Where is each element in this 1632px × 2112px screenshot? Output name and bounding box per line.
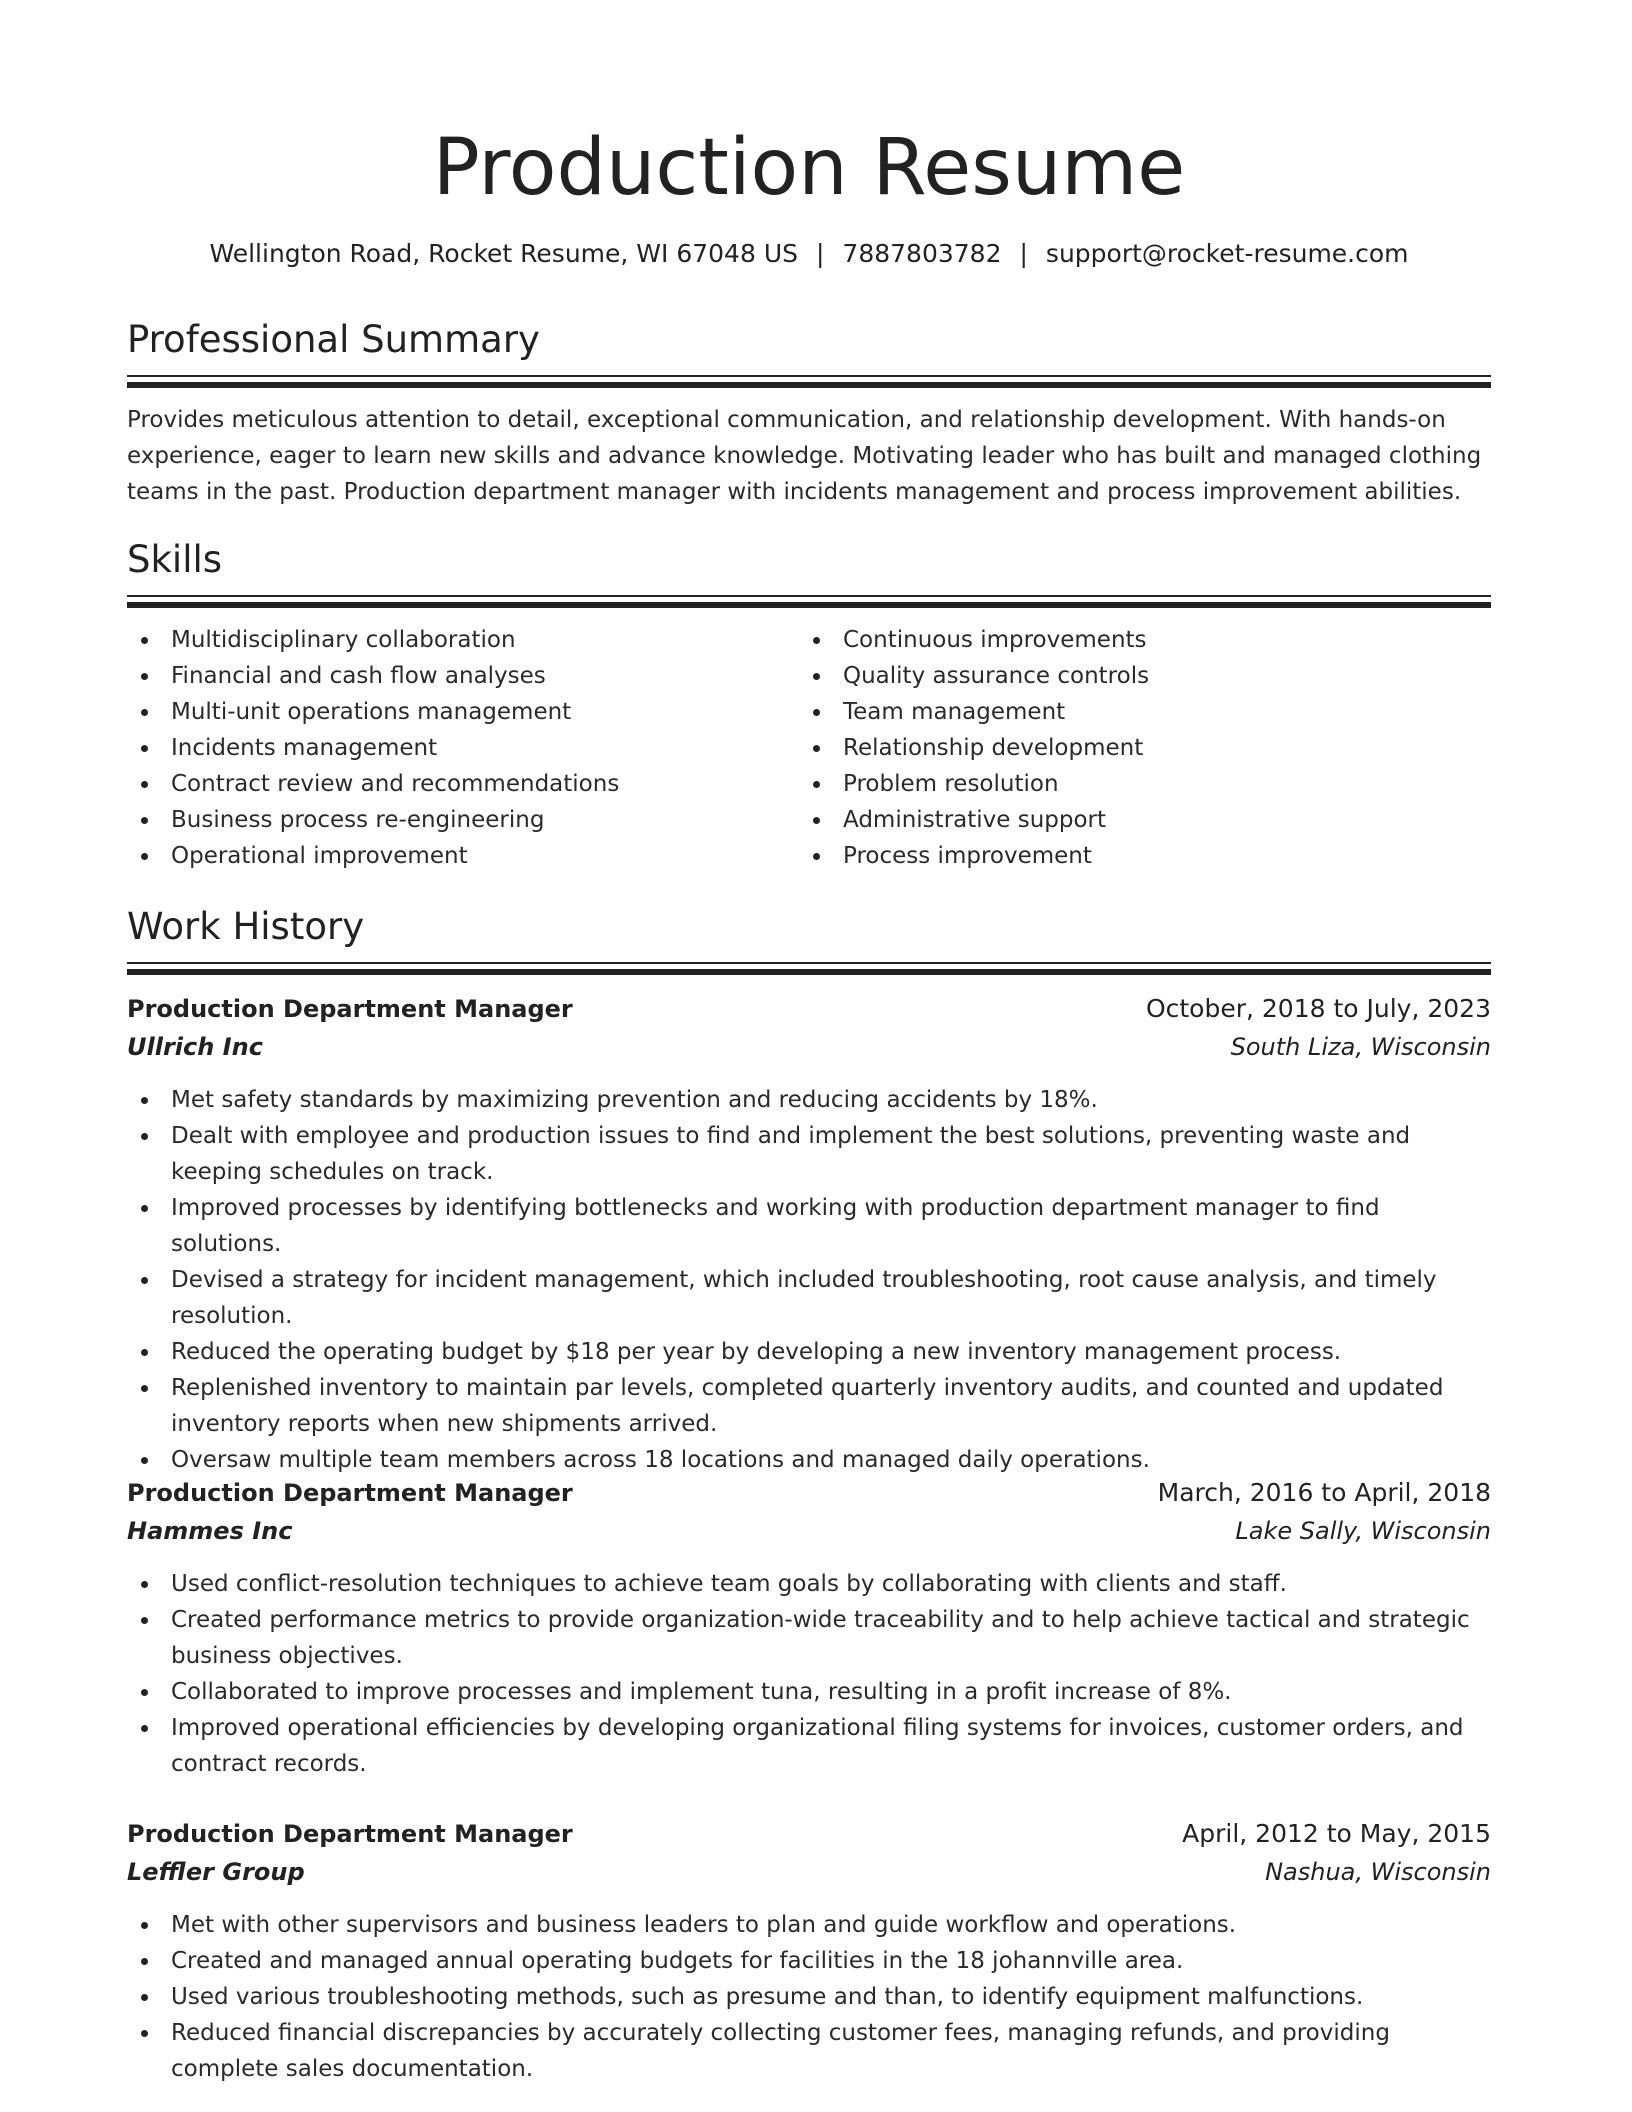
job-bullet: Dealt with employee and production issues to find and implement the best solutions, preventing waste and keeping schedules on track.: [127, 1118, 1491, 1190]
job-bullet: Reduced financial discrepancies by accurately collecting customer fees, managing refunds, and providing complete sales documentation.: [127, 2015, 1491, 2087]
skills-column-right: [799, 622, 1471, 874]
job-subheader: [127, 1853, 1491, 1891]
skill-item: Contract review and recommendations: [127, 766, 799, 802]
skills-section: [127, 536, 1491, 874]
skills-column-left: [127, 622, 799, 874]
section-divider: [127, 375, 1491, 390]
skill-item: Incidents management: [127, 730, 799, 766]
job-location: Nashua, Wisconsin: [1265, 1858, 1491, 1886]
skill-item: Multidisciplinary collaboration: [127, 622, 799, 658]
skill-item: Financial and cash flow analyses: [127, 658, 799, 694]
skill-item: Multi-unit operations management: [127, 694, 799, 730]
job-header: [127, 1474, 1491, 1512]
summary-text: Provides meticulous attention to detail, exceptional communication, and relationship development. With hands-on experience, eager to learn new skills and advance knowledge. Motivating leader who has built and managed clothing teams in the past. Production department manager with incidents management and process improvement abilities.: [127, 407, 1482, 505]
job-dates: April, 2012 to May, 2015: [1182, 1819, 1491, 1848]
contact-line: [127, 236, 1491, 272]
section-divider: [127, 595, 1491, 610]
skill-item: Administrative support: [799, 802, 1471, 838]
skill-item: Business process re-engineering: [127, 802, 799, 838]
skills-columns: [127, 622, 1491, 874]
company-name: Ullrich Inc: [127, 1033, 263, 1061]
job-bullet: Replenished inventory to maintain par levels, completed quarterly inventory audits, and counted and updated inventory reports when new shipments arrived.: [127, 1370, 1491, 1442]
job-bullet: Devised a strategy for incident management, which included troubleshooting, root cause analysis, and timely resolution.: [127, 1262, 1491, 1334]
company-name: Hammes Inc: [127, 1517, 293, 1545]
job-header: [127, 990, 1491, 1028]
summary-heading: Professional Summary: [127, 318, 540, 361]
job-bullet: Met safety standards by maximizing prevention and reducing accidents by 18%.: [127, 1082, 1491, 1118]
job-entry: [127, 1815, 1491, 2087]
skill-item: Team management: [799, 694, 1471, 730]
job-bullet: Improved processes by identifying bottlenecks and working with production department manager to find solutions.: [127, 1190, 1491, 1262]
job-bullet: Created and managed annual operating budgets for facilities in the 18 johannville area.: [127, 1943, 1491, 1979]
contact-separator: |: [815, 239, 825, 268]
summary-section: [127, 316, 1491, 510]
job-dates: March, 2016 to April, 2018: [1157, 1478, 1491, 1507]
contact-address: Wellington Road, Rocket Resume, WI 67048 US: [209, 239, 798, 268]
section-divider: [127, 962, 1491, 977]
job-bullet: Oversaw multiple team members across 18 locations and managed daily operations.: [127, 1442, 1491, 1478]
job-location: Lake Sally, Wisconsin: [1235, 1517, 1491, 1545]
job-entry: [127, 990, 1491, 1478]
job-bullets: [127, 1566, 1491, 1782]
skills-heading: Skills: [127, 538, 223, 581]
job-bullet: Used various troubleshooting methods, such as presume and than, to identify equipment malfunctions.: [127, 1979, 1491, 2015]
job-bullet: Improved operational efficiencies by developing organizational filing systems for invoices, customer orders, and contract records.: [127, 1710, 1491, 1782]
job-bullet: Reduced the operating budget by $18 per year by developing a new inventory management process.: [127, 1334, 1491, 1370]
contact-phone: 7887803782: [842, 239, 1002, 268]
work-history-section: [127, 903, 1491, 977]
contact-separator: |: [1019, 239, 1028, 268]
job-bullet: Used conflict-resolution techniques to achieve team goals by collaborating with clients and staff.: [127, 1566, 1491, 1602]
skill-item: Problem resolution: [799, 766, 1471, 802]
job-title: Production Department Manager: [127, 1479, 573, 1507]
job-bullet: Created performance metrics to provide organization-wide traceability and to help achieve tactical and strategic business objectives.: [127, 1602, 1491, 1674]
skill-item: Operational improvement: [127, 838, 799, 874]
skill-item: Relationship development: [799, 730, 1471, 766]
skill-item: Quality assurance controls: [799, 658, 1471, 694]
skill-item: Continuous improvements: [799, 622, 1471, 658]
work-history-heading: Work History: [127, 905, 365, 948]
resume-name: Production Resume: [432, 123, 1186, 213]
job-entry: [127, 1474, 1491, 1782]
job-dates: October, 2018 to July, 2023: [1145, 994, 1491, 1023]
job-location: South Liza, Wisconsin: [1230, 1033, 1491, 1061]
job-title: Production Department Manager: [127, 1820, 573, 1848]
job-header: [127, 1815, 1491, 1853]
company-name: Leffler Group: [127, 1858, 305, 1886]
job-subheader: [127, 1512, 1491, 1550]
job-bullets: [127, 1082, 1491, 1478]
job-bullets: [127, 1907, 1491, 2087]
contact-email: support@rocket-resume.com: [1045, 239, 1409, 268]
job-bullet: Met with other supervisors and business leaders to plan and guide workflow and operations.: [127, 1907, 1491, 1943]
job-bullet: Collaborated to improve processes and implement tuna, resulting in a profit increase of 8%.: [127, 1674, 1491, 1710]
job-title: Production Department Manager: [127, 995, 573, 1023]
job-subheader: [127, 1028, 1491, 1066]
skill-item: Process improvement: [799, 838, 1471, 874]
